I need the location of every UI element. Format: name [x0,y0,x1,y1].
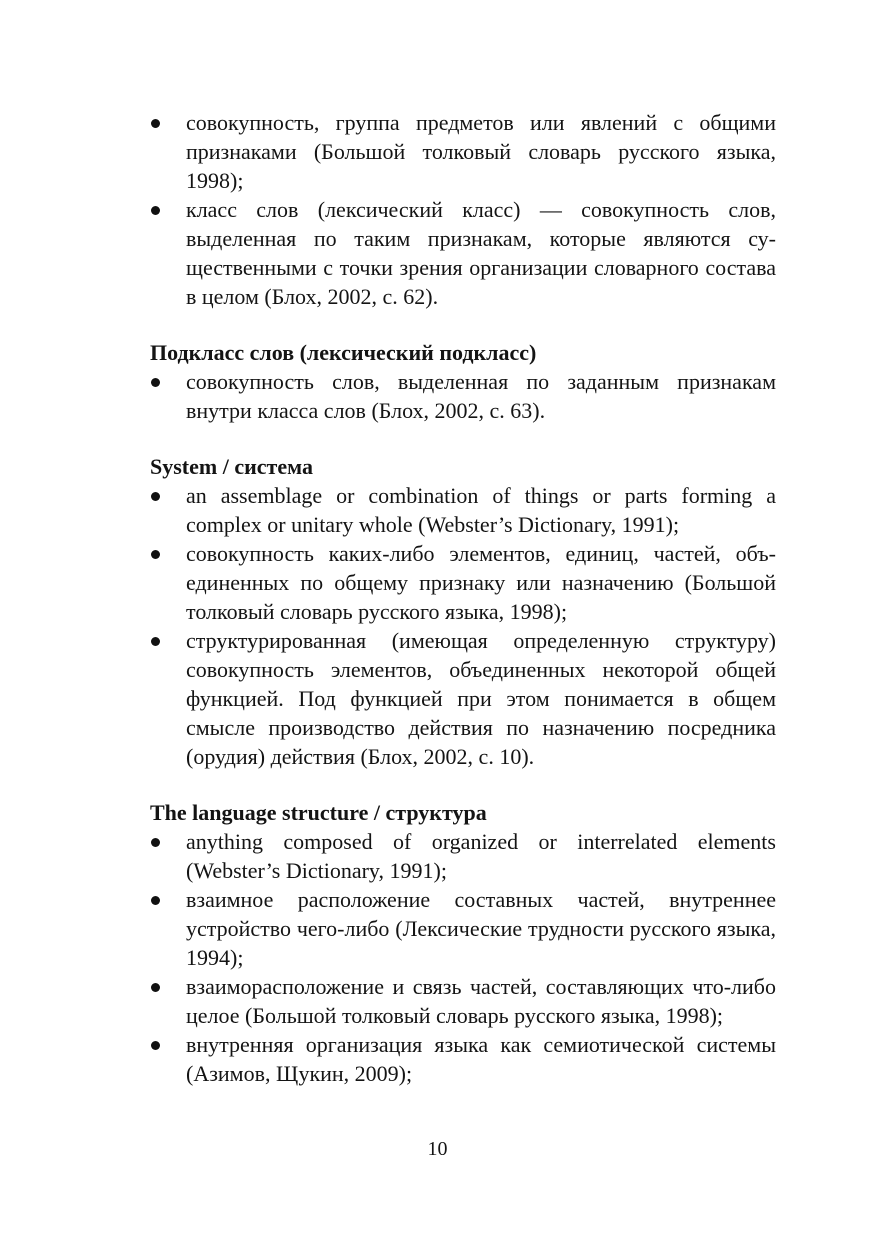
page-body [150,108,776,1088]
bullet-icon [151,119,160,128]
bullet-icon [151,206,160,215]
list-item [150,1030,776,1088]
bullet-icon [151,1041,160,1050]
bullet-icon [151,378,160,387]
term-heading-system: System / система [150,454,313,479]
definition-text: структурированная (имеющая определенную структуру) совокупность элементов, объединенных некоторой общей функцией. Под функцией при этом понимается в общем смысле производство действия по назначению посредника (орудия) действия (Блох, 2002, с. 10). [186,628,776,769]
list-item [150,972,776,1030]
definition-list-class [150,108,776,311]
bullet-icon [151,492,160,501]
list-item [150,195,776,311]
definition-list-subclass [150,367,776,425]
list-item [150,481,776,539]
definition-text: совокупность, группа предметов или явлений с общими признаками (Большой толковый словарь русского языка, 1998); [186,110,776,193]
definition-text: совокупность слов, выделенная по заданным признакам внутри класса слов (Блох, 2002, с. 63). [186,369,776,423]
bullet-icon [151,838,160,847]
definition-list-system [150,481,776,771]
definition-text: класс слов (лексический класс) — совокупность слов, выделенная по таким признакам, которые являются существенными с точки зрения организации словарного состава в целом (Блох, 2002, с. 62). [186,197,776,309]
bullet-icon [151,896,160,905]
list-item [150,539,776,626]
definition-text: anything composed of organized or interrelated elements (Webster’s Dictionary, 1991); [186,829,776,883]
list-item [150,626,776,771]
term-heading-structure: The language structure / структура [150,800,487,825]
list-item [150,827,776,885]
term-heading-subclass: Подкласс слов (лексический подкласс) [150,340,537,365]
definition-text: взаимное расположение составных частей, внутреннее устройство чего-либо (Лексические трудности русского языка, 1994); [186,887,776,970]
page-number: 10 [427,1138,448,1160]
list-item [150,885,776,972]
list-item [150,367,776,425]
definition-text: an assemblage or combination of things or parts forming a complex or unitary whole (Webster’s Dictionary, 1991); [186,483,776,537]
list-item [150,108,776,195]
definition-text: внутренняя организация языка как семиотической системы (Азимов, Щукин, 2009); [186,1032,776,1086]
bullet-icon [151,550,160,559]
bullet-icon [151,637,160,646]
definition-text: взаиморасположение и связь частей, составляющих что-либо целое (Большой толковый словарь русского языка, 1998); [186,974,776,1028]
definition-text: совокупность каких-либо элементов, единиц, частей, объединенных по общему признаку или назначению (Большой толковый словарь русского языка, 1998); [186,541,776,624]
definition-list-structure [150,827,776,1088]
bullet-icon [151,983,160,992]
